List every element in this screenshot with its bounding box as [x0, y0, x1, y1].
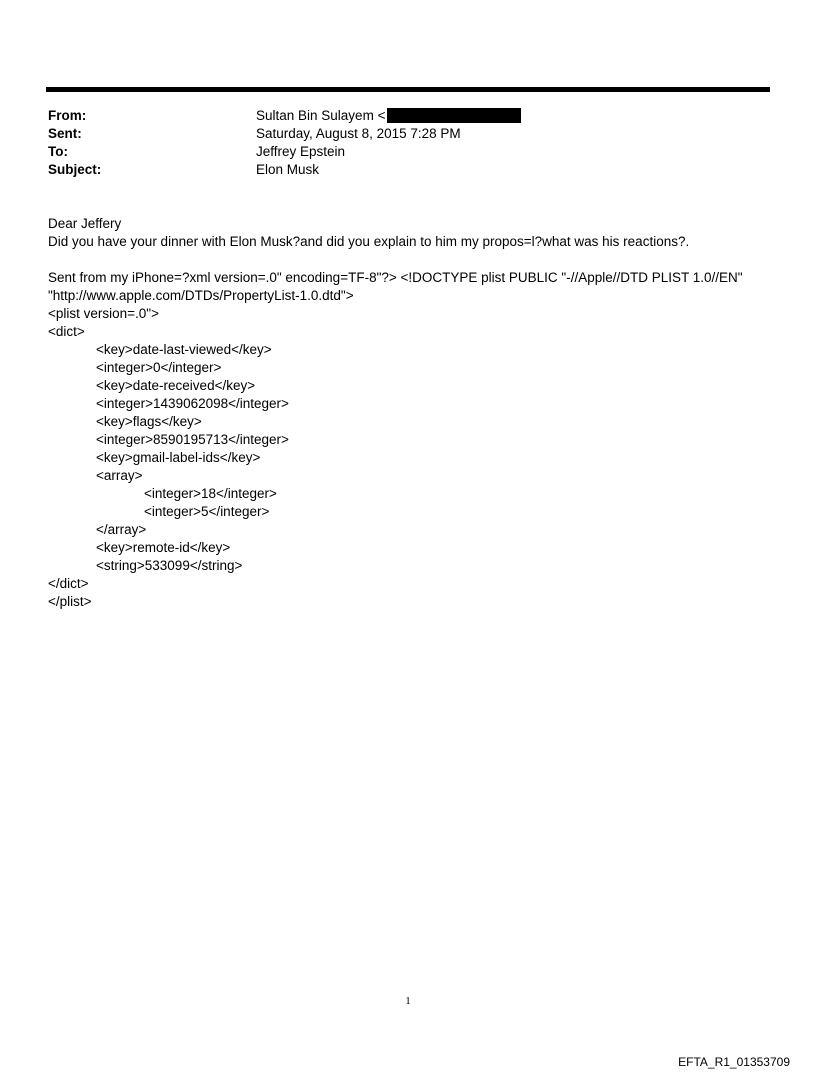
plist-line: <integer>5</integer> [144, 504, 270, 519]
plist-line: </plist> [48, 594, 92, 609]
to-value: Jeffrey Epstein [256, 144, 346, 159]
signature-line: Sent from my iPhone=?xml version=.0" encoding=TF-8"?> <!DOCTYPE plist PUBLIC "-//Apple//DTD PLIST 1.0//EN" [48, 270, 743, 285]
subject-row [48, 161, 748, 179]
plist-line: <dict> [48, 324, 85, 339]
message-text: Did you have your dinner with Elon Musk?and did you explain to him my propos=l?what was his reactions?. [48, 234, 690, 249]
plist-line: <integer>1439062098</integer> [96, 396, 289, 411]
plist-line: <key>gmail-label-ids</key> [96, 450, 261, 465]
subject-value: Elon Musk [256, 162, 320, 177]
subject-label: Subject: [48, 162, 102, 177]
plist-line: <integer>18</integer> [144, 486, 277, 501]
plist-line: <key>flags</key> [96, 414, 202, 429]
document-id: EFTA_R1_01353709 [678, 1055, 790, 1069]
plist-line: <plist version=.0"> [48, 306, 159, 321]
sent-label: Sent: [48, 126, 82, 141]
email-header [48, 107, 748, 179]
sent-value: Saturday, August 8, 2015 7:28 PM [256, 126, 461, 141]
plist-line: <key>remote-id</key> [96, 540, 231, 555]
plist-line: <key>date-last-viewed</key> [96, 342, 272, 357]
plist-line: <key>date-received</key> [96, 378, 256, 393]
plist-line: <string>533099</string> [96, 558, 243, 573]
plist-line: </array> [96, 522, 147, 537]
plist-line: <integer>0</integer> [96, 360, 222, 375]
from-value [256, 107, 521, 125]
redaction-box [387, 108, 521, 123]
from-label: From: [48, 108, 87, 123]
greeting: Dear Jeffery [48, 216, 122, 231]
sender-name: Sultan Bin Sulayem < [256, 108, 386, 123]
blank-line [48, 251, 788, 269]
plist-line: <array> [96, 468, 143, 483]
plist-line: </dict> [48, 576, 89, 591]
email-body [48, 215, 788, 611]
to-row [48, 143, 748, 161]
dtd-url-line: "http://www.apple.com/DTDs/PropertyList-1.0.dtd"> [48, 288, 354, 303]
page-number: 1 [405, 995, 411, 1007]
from-row [48, 107, 748, 125]
to-label: To: [48, 144, 68, 159]
sent-row [48, 125, 748, 143]
plist-line: <integer>8590195713</integer> [96, 432, 289, 447]
header-rule [46, 87, 770, 92]
